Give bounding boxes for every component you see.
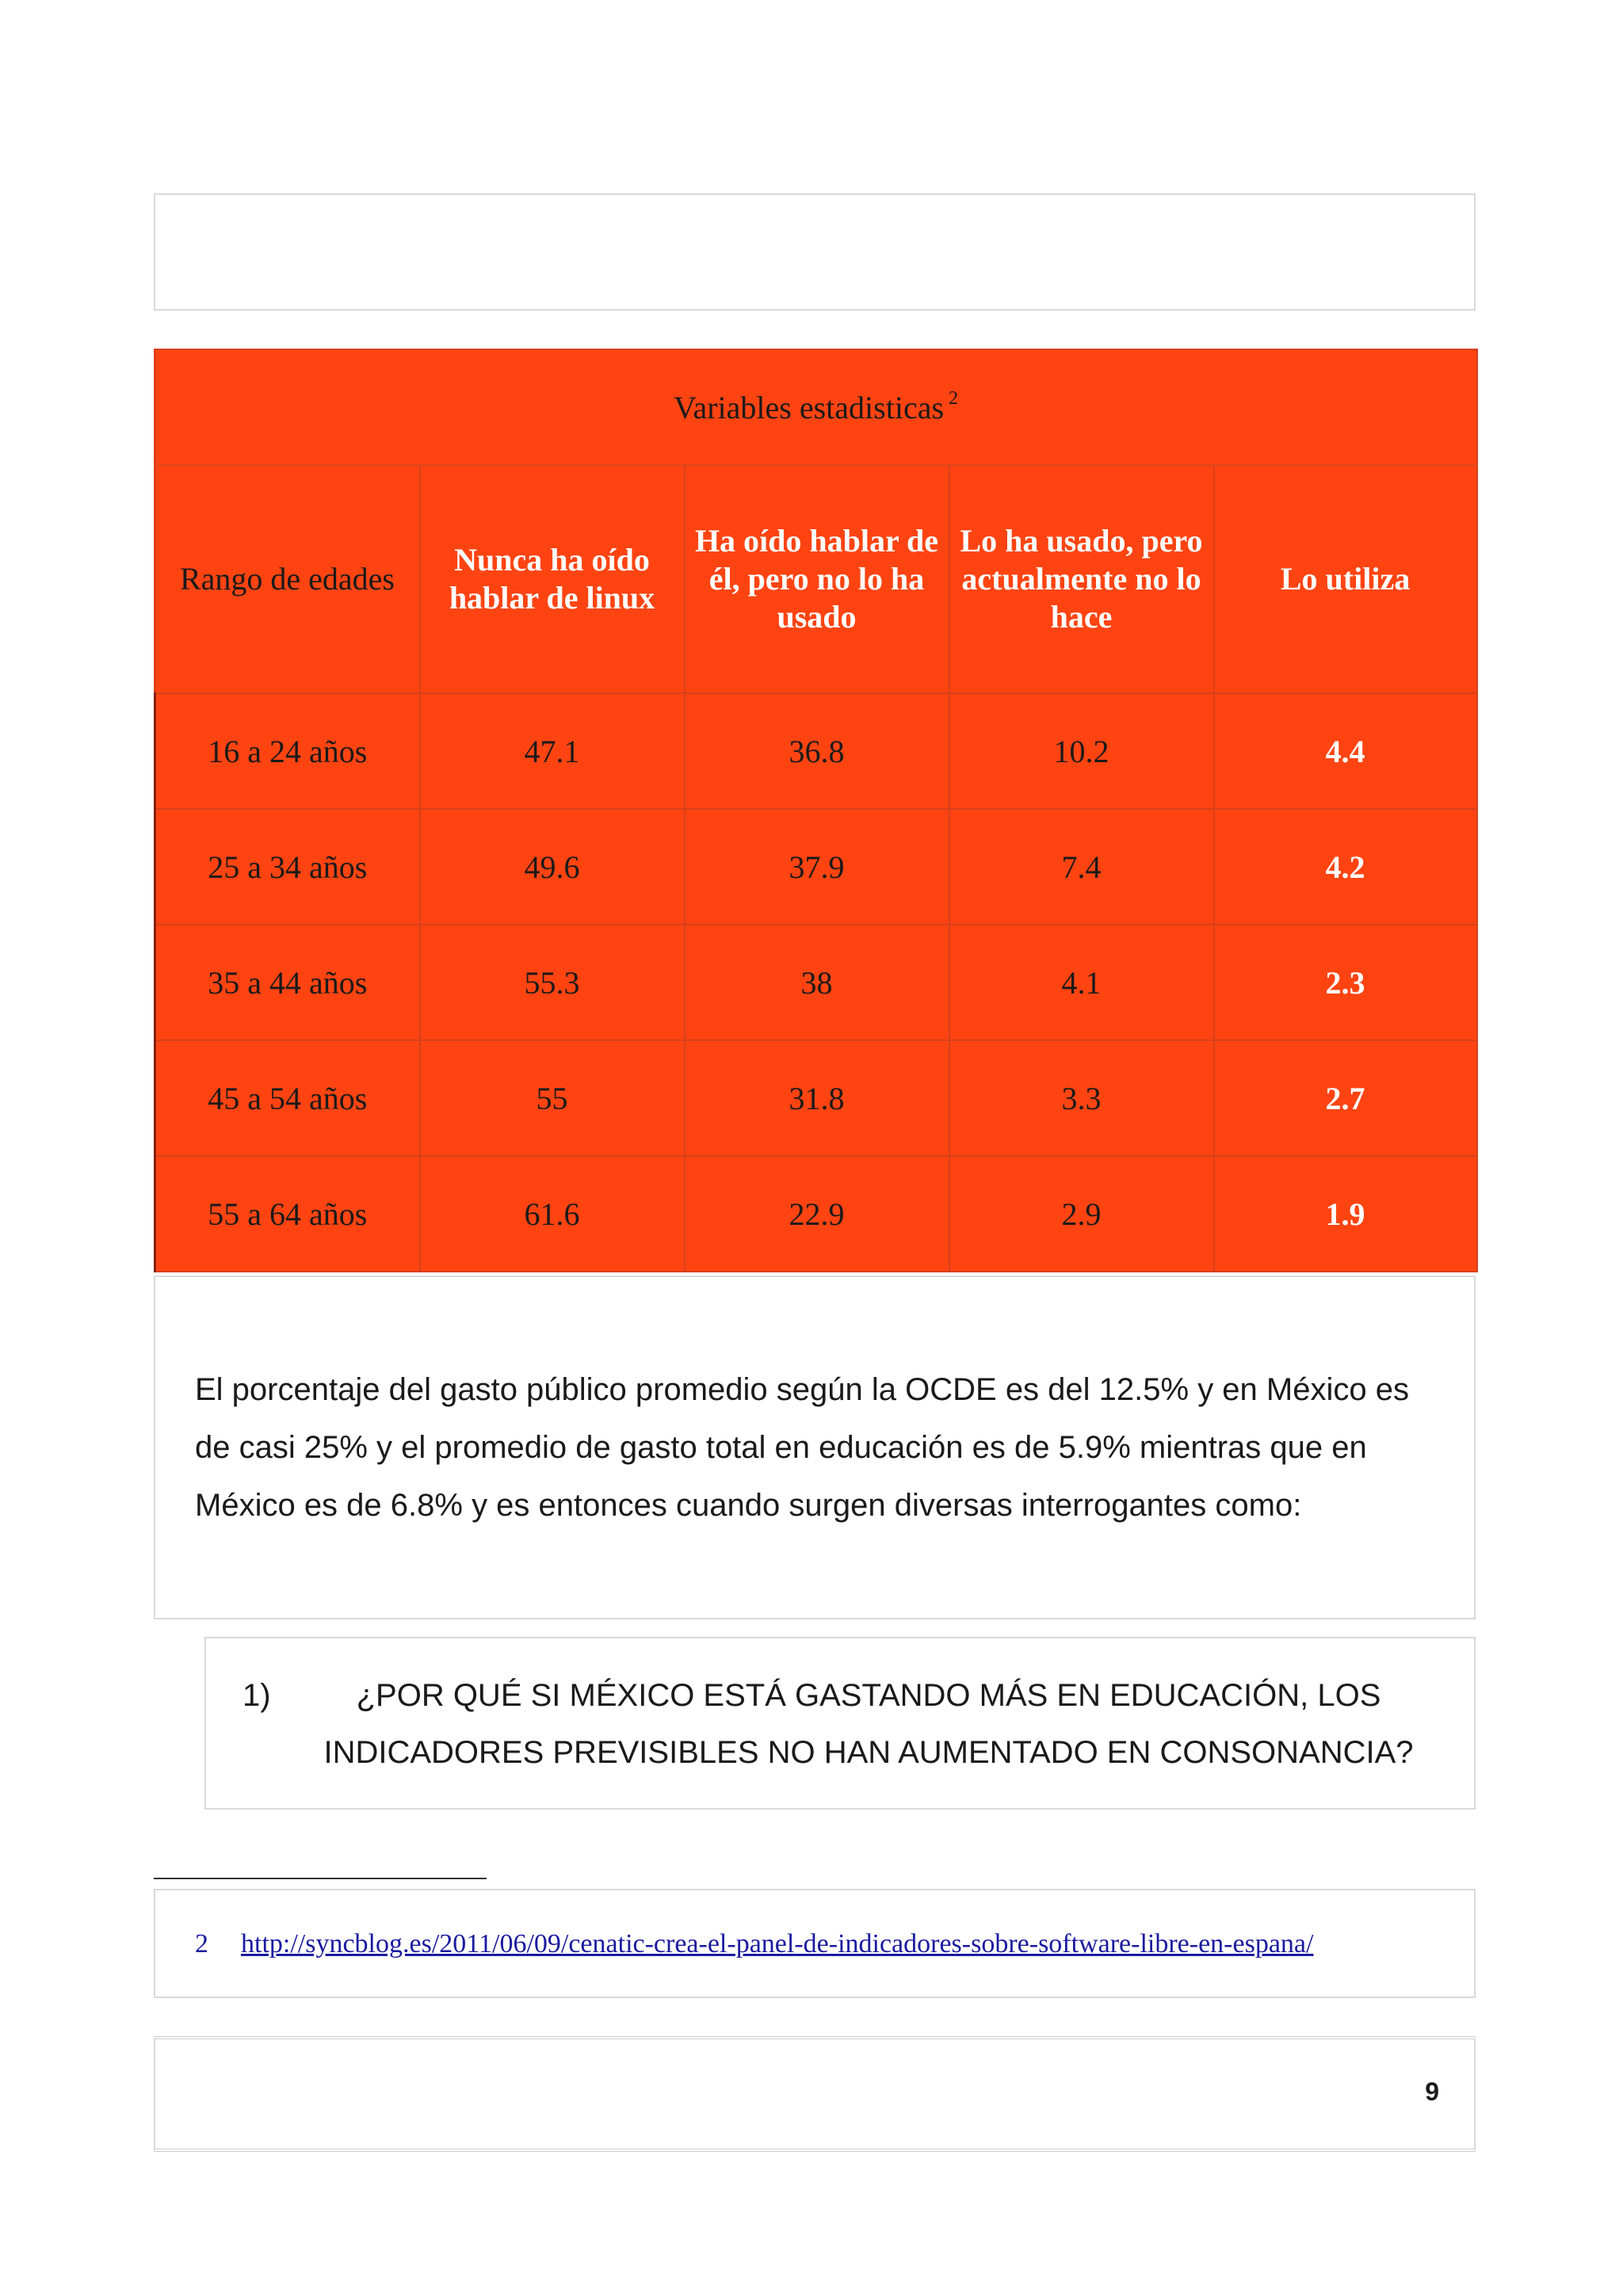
table-cell: 47.1 [420, 693, 685, 809]
footnote-separator [154, 1878, 487, 1879]
table-cell: 61.6 [420, 1156, 685, 1272]
table-cell: 36.8 [685, 693, 949, 809]
footnote [195, 1927, 1313, 1962]
question-text: ¿POR QUÉ SI MÉXICO ESTÁ GASTANDO MÁS EN EDUCACIÓN, LOS INDICADORES PREVISIBLES NO HAN AUMENTADO EN CONSONANCIA? [323, 1678, 1414, 1770]
table-cell-uses-it: 2.7 [1214, 1040, 1477, 1156]
table-cell: 49.6 [420, 809, 685, 925]
table-cell: 7.4 [949, 809, 1214, 925]
table-cell-uses-it: 2.3 [1214, 925, 1477, 1040]
table-caption-footnote-ref: 2 [949, 388, 959, 409]
table-cell-age-range: 25 a 34 años [155, 809, 420, 925]
statistics-table [154, 349, 1478, 1272]
column-header-age-range: Rango de edades [155, 465, 420, 693]
table-cell: 37.9 [685, 809, 949, 925]
table-cell-age-range: 55 a 64 años [155, 1156, 420, 1272]
table-cell-age-range: 35 a 44 años [155, 925, 420, 1040]
table-cell: 31.8 [685, 1040, 949, 1156]
table-cell-uses-it: 4.4 [1214, 693, 1477, 809]
numbered-question [242, 1667, 1447, 1781]
table-cell-age-range: 16 a 24 años [155, 693, 420, 809]
page-number: 9 [1425, 2077, 1439, 2106]
column-header-never-heard: Nunca ha oído hablar de linux [420, 465, 685, 693]
header-frame [154, 193, 1476, 311]
table-cell: 4.1 [949, 925, 1214, 1040]
table-row [155, 925, 1477, 1040]
table-caption-row [155, 349, 1477, 465]
table-cell: 38 [685, 925, 949, 1040]
table-cell-age-range: 45 a 54 años [155, 1040, 420, 1156]
table-row [155, 1040, 1477, 1156]
table-row [155, 1156, 1477, 1272]
column-header-uses-it: Lo utiliza [1214, 465, 1477, 693]
table-cell: 2.9 [949, 1156, 1214, 1272]
table-row [155, 809, 1477, 925]
table-cell: 3.3 [949, 1040, 1214, 1156]
body-paragraph: El porcentaje del gasto público promedio según la OCDE es del 12.5% y en México es de casi 25% y el promedio de gasto total en educación es de 5.9% mientras que en México es de 6.8% y es entonces cuando surgen diversas interrogantes como: [195, 1372, 1409, 1523]
footnote-number: 2 [195, 1929, 208, 1958]
table-caption [155, 349, 1477, 465]
table-cell-uses-it: 1.9 [1214, 1156, 1477, 1272]
column-header-heard-not-used: Ha oído hablar de él, pero no lo ha usado [685, 465, 949, 693]
table-header-row [155, 465, 1477, 693]
table-cell: 10.2 [949, 693, 1214, 809]
table-row [155, 693, 1477, 809]
footer-frame [154, 2036, 1476, 2152]
table-cell: 22.9 [685, 1156, 949, 1272]
table-cell: 55.3 [420, 925, 685, 1040]
question-number: 1) [242, 1678, 271, 1713]
table-caption-text: Variables estadisticas [674, 390, 945, 425]
table-cell-uses-it: 4.2 [1214, 809, 1477, 925]
footnote-link[interactable]: http://syncblog.es/2011/06/09/cenatic-crea-el-panel-de-indicadores-sobre-software-libre-en-espana/ [241, 1929, 1314, 1958]
column-header-used-before: Lo ha usado, pero actualmente no lo hace [949, 465, 1214, 693]
table-cell: 55 [420, 1040, 685, 1156]
